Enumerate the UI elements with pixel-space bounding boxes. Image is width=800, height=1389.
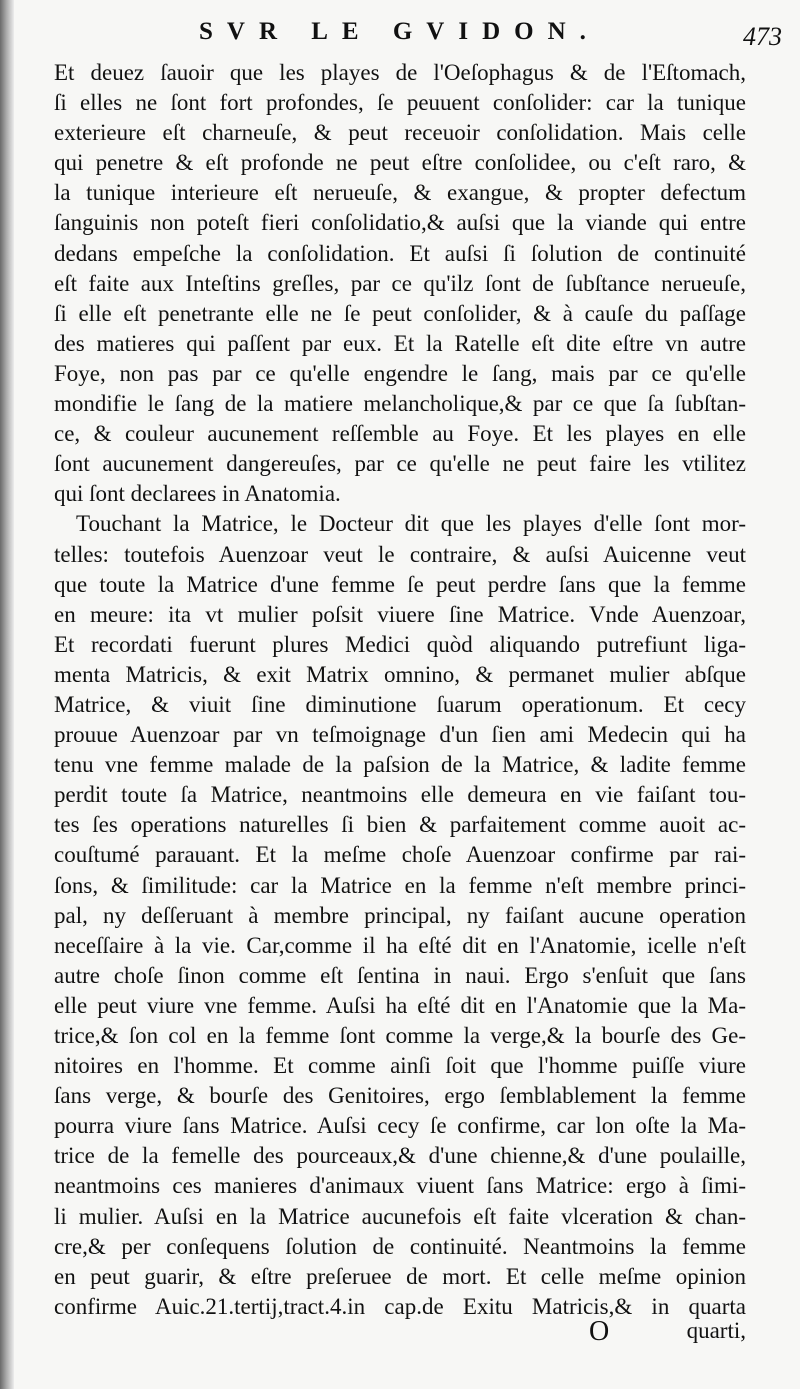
text-line: Et deuez ſauoir que les playes de l'Oeſophagus & de l'Eſtomach, [54,60,746,85]
text-line: eſt faite aux Inteſtins greſles, par ce qu'ilz ſont de ſubſtance nerueuſe, [54,270,746,296]
text-line: ſans verge, & bourſe des Genitoires, ergo ſemblablement la femme [54,1083,746,1109]
text-line: ſi elles ne ſont fort profondes, ſe peuuent conſolider: car la tunique [54,90,746,116]
text-line: autre choſe ſinon comme eſt ſentina in naui. Ergo s'enſuit que ſans [54,962,746,988]
text-line: li mulier. Auſsi en la Matrice aucunefois eſt faite vlceration & chan- [54,1203,746,1229]
book-page [14,0,800,1389]
text-line: Touchant la Matrice, le Docteur dit que les playes d'elle ſont mor- [76,511,746,537]
body-text [54,58,746,1322]
text-line: en peut guarir, & eſtre preſeruee de mort. Et celle meſme opinion [54,1263,746,1289]
text-line: neantmoins ces manieres d'animaux viuent ſans Matrice: ergo à ſimi- [54,1173,746,1199]
text-line: qui penetre & eſt profonde ne peut eſtre conſolidee, ou c'eſt raro, & [54,150,746,176]
text-line: la tunique interieure eſt nerueuſe, & exangue, & propter defectum [54,180,746,206]
text-line: ſi elle eſt penetrante elle ne ſe peut conſolider, & à cauſe du paſſage [54,300,746,326]
text-line: ſanguinis non poteſt fieri conſolidatio,& auſsi que la viande qui entre [54,210,746,236]
text-line: couſtumé parauant. Et la meſme choſe Auenzoar confirme par rai- [54,842,746,868]
page-number: 473 [743,22,782,51]
text-line: tenu vne femme malade de la paſsion de la Matrice, & ladite femme [54,752,746,778]
text-line: ſont aucunement dangereuſes, par ce qu'elle ne peut faire les vtilitez [54,451,746,477]
text-line: pourra viure ſans Matrice. Auſsi cecy ſe confirme, car lon oſte la Ma- [54,1113,746,1139]
text-line: trice,& ſon col en la femme ſont comme la verge,& la bourſe des Ge- [54,1023,746,1048]
text-line: cre,& per conſequens ſolution de continuité. Neantmoins la femme [54,1233,746,1259]
running-title: SVR LE GVIDON. [199,18,600,45]
text-line: mondifie le ſang de la matiere melancholique,& par ce que ſa ſubſtan- [54,391,746,417]
text-line: trice de la femelle des pourceaux,& d'une chienne,& d'une poulaille, [54,1143,746,1169]
text-line: exterieure eſt charneuſe, & peut receuoir conſolidation. Mais celle [54,120,746,146]
text-line: Et recordati fuerunt plures Medici quòd aliquando putrefiunt liga- [54,631,746,657]
text-line: des matieres qui paſſent par eux. Et la Ratelle eſt dite eſtre vn autre [54,330,746,356]
page-footer [54,1316,746,1352]
text-line: confirme Auic.21.tertij,tract.4.in cap.de Exitu Matricis,& in quarta [54,1293,746,1319]
text-line: elle peut viure vne femme. Auſsi ha eſté dit en l'Anatomie que la Ma- [54,992,746,1018]
text-line: neceſſaire à la vie. Car,comme il ha eſté dit en l'Anatomie, icelle n'eſt [54,932,746,958]
text-line: prouue Auenzoar par vn teſmoignage d'un ſien ami Medecin qui ha [54,722,746,748]
text-line: Foye, non pas par ce qu'elle engendre le ſang, mais par ce qu'elle [54,360,746,386]
text-line: ſons, & ſimilitude: car la Matrice en la femme n'eſt membre princi- [54,872,746,898]
page-binding-edge [0,0,14,1389]
text-line: dedans empeſche la conſolidation. Et auſsi ſi ſolution de continuité [54,240,746,266]
text-line: que toute la Matrice d'une femme ſe peut perdre ſans que la femme [54,571,746,597]
text-line: telles: toutefois Auenzoar veut le contraire, & auſsi Auicenne veut [54,541,746,567]
text-line: qui ſont declarees in Anatomia. [54,481,341,507]
text-line: ce, & couleur aucunement reſſemble au Foye. Et les playes en elle [54,421,746,447]
catchword: quarti, [686,1318,746,1343]
text-line: en meure: ita vt mulier poſsit viuere ſine Matrice. Vnde Auenzoar, [54,601,746,627]
text-line: pal, ny deſſeruant à membre principal, ny faiſant aucune operation [54,902,746,928]
text-line: menta Matricis, & exit Matrix omnino, & permanet mulier abſque [54,661,746,687]
text-line: nitoires en l'homme. Et comme ainſi ſoit que l'homme puiſſe viure [54,1053,746,1079]
text-line: perdit toute ſa Matrice, neantmoins elle demeura en vie faiſant tou- [54,782,746,808]
text-line: Matrice, & viuit ſine diminutione ſuarum operationum. Et cecy [54,691,746,717]
signature-mark: O [589,1316,610,1347]
text-line: tes ſes operations naturelles ſi bien & parfaitement comme auoit ac- [54,812,746,838]
